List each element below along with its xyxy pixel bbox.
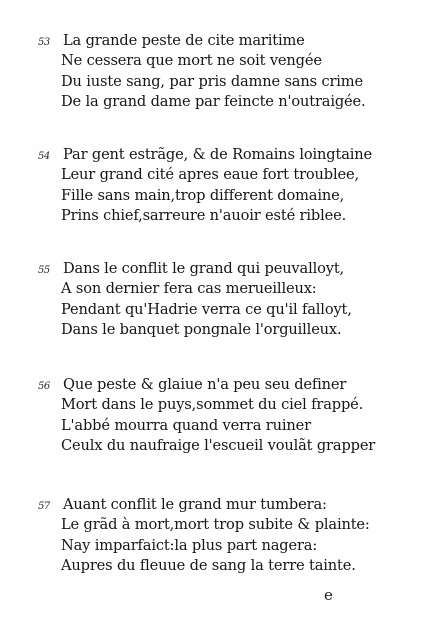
verse-line: Fille sans main,trop different domaine, <box>61 186 345 204</box>
quatrain-56 <box>38 375 433 457</box>
verse-line: Que peste & glaiue n'a peu seu definer <box>63 376 347 393</box>
verse-line: Dans le banquet pongnale l'orguilleux. <box>61 321 342 339</box>
verse-line: Aupres du fleuue de sang la terre tainte. <box>61 557 356 575</box>
verse-line: Nay imparfaict:la plus part nagera: <box>61 536 318 554</box>
quatrain-55 <box>38 259 433 341</box>
verse-line: Ne cessera que mort ne soit vengée <box>61 52 322 70</box>
verse-line: Prins chief,sarreure n'auoir esté riblee. <box>61 207 347 225</box>
verse-line: Par gent estrãge, & de Romains loingtaine <box>63 146 373 163</box>
verse-line: Auant conflit le grand mur tumbera: <box>63 496 327 513</box>
quatrain-number: 55 <box>38 265 50 276</box>
verse-line: A son dernier fera cas merueilleux: <box>61 280 317 298</box>
verse-line: Ceulx du naufraige l'escueil voulãt grapper <box>61 437 376 455</box>
verse-line: Mort dans le puys,sommet du ciel frappé. <box>61 396 364 414</box>
quatrain-number: 56 <box>38 381 50 392</box>
quatrain-number: 53 <box>38 37 50 48</box>
verse-line: La grande peste de cite maritime <box>63 32 305 49</box>
verse-line: De la grand dame par feincte n'outraigée. <box>61 93 366 111</box>
quatrain-53 <box>38 31 433 113</box>
quatrain-57 <box>38 495 433 577</box>
signature-mark: e <box>324 586 333 604</box>
verse-line: Pendant qu'Hadrie verra ce qu'il falloyt, <box>61 300 352 318</box>
quatrain-number: 57 <box>38 501 50 512</box>
verse-line: Du iuste sang, par pris damne sans crime <box>61 72 363 90</box>
quatrain-number: 54 <box>38 151 50 162</box>
verse-line: L'abbé mourra quand verra ruiner <box>61 416 311 434</box>
quatrain-54 <box>38 145 433 227</box>
verse-line: Leur grand cité apres eaue fort troublee, <box>61 166 359 184</box>
verse-line: Dans le conflit le grand qui peuvalloyt, <box>63 260 345 277</box>
verse-line: Le grãd à mort,mort trop subite & plainte: <box>61 516 370 534</box>
